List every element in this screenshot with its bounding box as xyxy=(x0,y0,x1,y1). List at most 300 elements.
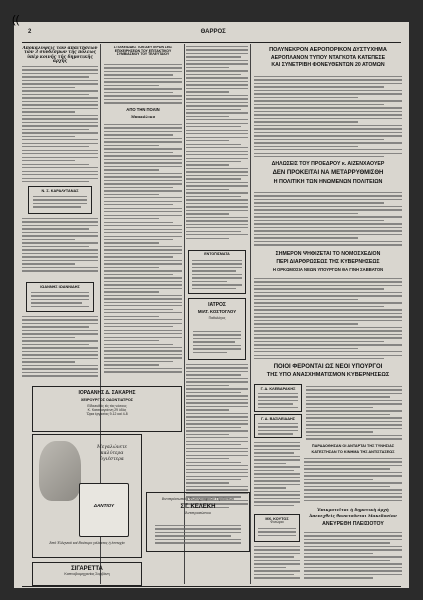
text-line xyxy=(186,486,248,487)
text-line xyxy=(104,340,159,341)
headline16: ΑΝΕΥΡΕΘΗ ΠΛΕΙΣΙΟΤΟΥ xyxy=(322,521,384,527)
text-line xyxy=(254,121,358,122)
text-line xyxy=(186,147,248,148)
text-line xyxy=(104,141,182,142)
text-line xyxy=(186,213,229,214)
text-line xyxy=(193,341,235,342)
text-line xyxy=(104,138,182,139)
text-line xyxy=(22,146,89,147)
text-line xyxy=(254,452,294,453)
headline1: ΠΟΛΥΝΕΚΡΟΝ ΑΕΡΟΠΟΡΙΚΟΝ ΔΥΣΤΥΧΗΜΑ xyxy=(269,47,387,53)
text-line xyxy=(306,417,402,418)
headline10: ΠΟΙΟΙ ΦΕΡΟΝΤΑΙ ΩΣ ΝΕΟΙ ΥΠΟΥΡΓΟΙ xyxy=(273,364,383,370)
text-line xyxy=(22,228,89,229)
text-line xyxy=(186,406,248,407)
text-line xyxy=(254,498,300,499)
text-line xyxy=(304,475,402,476)
text-line xyxy=(186,402,248,403)
text-line xyxy=(254,330,402,331)
text-line xyxy=(306,431,373,432)
text-line xyxy=(254,344,402,345)
text-line xyxy=(104,211,182,212)
text-line xyxy=(186,109,241,110)
text-line xyxy=(254,442,300,443)
text-line xyxy=(186,378,248,379)
text-line xyxy=(186,74,241,75)
text-line xyxy=(254,341,384,342)
text-line xyxy=(254,316,402,317)
text-line xyxy=(186,91,229,92)
text-line xyxy=(186,84,248,85)
article-text xyxy=(104,64,182,106)
text-line xyxy=(186,67,229,68)
text-line xyxy=(192,284,242,285)
text-line xyxy=(104,232,182,233)
page-header xyxy=(14,22,409,42)
text-line xyxy=(186,175,248,176)
text-line xyxy=(304,546,402,547)
text-line xyxy=(254,456,300,457)
text-line xyxy=(304,482,402,483)
text-line xyxy=(193,338,241,339)
text-line xyxy=(22,122,98,123)
text-line xyxy=(104,169,159,170)
text-line xyxy=(306,421,402,422)
text-line xyxy=(31,299,89,300)
text-line xyxy=(254,299,358,300)
text-line xyxy=(104,298,182,299)
col2-subhead2: Μπακάλικο xyxy=(130,115,156,119)
text-line xyxy=(304,479,373,480)
text-line xyxy=(254,459,300,460)
text-line xyxy=(254,570,300,571)
text-line xyxy=(104,99,182,100)
text-line xyxy=(104,215,182,216)
text-line xyxy=(254,449,300,450)
text-line xyxy=(186,158,248,159)
text-line xyxy=(22,358,98,359)
kelekis-name: ΣΤ. ΚΕΛΕΚΗ xyxy=(180,504,216,511)
slogan-line: ὑγιέστερα xyxy=(100,457,124,463)
text-line xyxy=(22,160,75,161)
text-line xyxy=(254,563,300,564)
text-line xyxy=(104,127,182,128)
article-text xyxy=(254,192,402,248)
text-line xyxy=(304,574,402,575)
text-line xyxy=(254,355,402,356)
text-line xyxy=(254,83,402,84)
text-line xyxy=(22,97,98,98)
text-line xyxy=(104,88,182,89)
text-line xyxy=(254,337,402,338)
text-line xyxy=(186,199,248,200)
text-line xyxy=(104,364,159,365)
text-line xyxy=(186,203,248,204)
text-line xyxy=(186,189,229,190)
text-line xyxy=(104,277,182,278)
text-line xyxy=(186,210,248,211)
text-line xyxy=(306,396,390,397)
text-line xyxy=(104,229,182,230)
text-line xyxy=(186,371,248,372)
text-line xyxy=(104,319,182,320)
dentist-line3: Ὥραι ἐργασίας 9-12 καὶ 4-8 xyxy=(86,412,128,417)
text-line xyxy=(186,130,248,131)
text-line xyxy=(254,128,402,129)
text-line xyxy=(155,542,241,543)
text-line xyxy=(254,327,402,328)
text-line xyxy=(186,182,248,183)
text-line xyxy=(104,166,182,167)
text-line xyxy=(22,235,98,236)
text-line xyxy=(254,470,294,471)
text-line xyxy=(193,352,227,353)
text-line xyxy=(304,461,402,462)
text-line xyxy=(22,260,98,261)
text-line xyxy=(186,151,248,152)
text-line xyxy=(186,479,241,480)
text-line xyxy=(104,284,182,285)
text-line xyxy=(186,413,248,414)
headline8: ΠΕΡΙ ΔΙΑΡΘΡΩΣΕΩΣ ΤΗΣ ΚΥΒΕΡΝΗΣΕΩΣ xyxy=(276,259,380,265)
text-line xyxy=(104,256,173,257)
text-line xyxy=(254,195,402,196)
text-line xyxy=(186,234,248,235)
text-line xyxy=(186,154,248,155)
text-line xyxy=(104,260,182,261)
text-line xyxy=(254,313,402,314)
text-line xyxy=(22,115,98,116)
text-line xyxy=(186,465,248,466)
main-area xyxy=(254,46,402,586)
text-line xyxy=(192,267,242,268)
text-line xyxy=(306,438,402,439)
slogan-line: Μεγαλώνετε xyxy=(97,445,127,450)
text-line xyxy=(254,156,384,157)
article-text xyxy=(304,532,402,582)
text-line xyxy=(104,350,182,351)
text-line xyxy=(104,312,182,313)
footer-rule xyxy=(22,586,401,587)
text-line xyxy=(304,458,402,459)
text-line xyxy=(258,535,296,536)
text-line xyxy=(104,267,159,268)
text-line xyxy=(22,178,98,179)
text-line xyxy=(33,203,87,204)
text-line xyxy=(254,107,402,108)
text-line xyxy=(22,221,98,222)
text-line xyxy=(254,560,300,561)
text-line xyxy=(104,78,182,79)
nursery-box xyxy=(254,514,300,542)
text-line xyxy=(104,295,182,296)
text-line xyxy=(104,173,182,174)
klevarakis-box xyxy=(254,384,302,412)
text-line xyxy=(104,253,182,254)
text-line xyxy=(22,94,89,95)
text-line xyxy=(304,567,402,568)
headline9: Η ΟΡΚΩΜΟΣΙΑ ΝΕΩΝ ΥΠΟΥΡΓΩΝ ΘΑ ΓΙΝΗ ΣΑΒΒΑΤΟΝ xyxy=(272,267,384,272)
text-line xyxy=(254,206,402,207)
text-line xyxy=(104,263,182,264)
text-line xyxy=(104,242,159,243)
text-line xyxy=(258,403,293,404)
text-line xyxy=(304,549,402,550)
text-line xyxy=(186,420,248,421)
text-line xyxy=(104,330,182,331)
text-line xyxy=(22,368,98,369)
nursery-title: ΜΧ. ΚΟΥΤΟΣ xyxy=(265,517,289,521)
text-line xyxy=(104,291,159,292)
text-line xyxy=(186,164,229,165)
text-line xyxy=(254,546,300,547)
text-line xyxy=(306,386,402,387)
text-line xyxy=(104,326,173,327)
can-label: ΔΑΝΤΙΟΥ xyxy=(93,503,115,508)
text-line xyxy=(22,249,98,250)
text-line xyxy=(254,505,294,506)
text-line xyxy=(186,206,248,207)
text-line xyxy=(254,295,402,296)
col1-headline: Ἀποκαλύψεις τῶν ἀπαιτήσεων τῶν 3 συνδέσμων τῆς πόλεως ὑπὲρ κοινῆς τῆς δημοτικῆς ἀρχῆς xyxy=(22,46,98,64)
cocoa-footer: Ἀπὸ Ἑλληνικὸ καὶ Βούτυρο γάλακτος ἡ ἐπιτυχία xyxy=(49,541,125,545)
text-line xyxy=(22,150,98,151)
text-line xyxy=(186,102,248,103)
headline4: ΔΗΛΩΣΕΙΣ ΤΟΥ ΠΡΟΕΔΡΟΥ κ. ΑΙΖΕΝΧΑΟΥΕΡ xyxy=(271,161,385,167)
text-line xyxy=(22,242,98,243)
text-line xyxy=(186,196,241,197)
text-line xyxy=(22,136,75,137)
text-line xyxy=(155,539,241,540)
text-line xyxy=(304,500,402,501)
text-line xyxy=(22,181,89,182)
text-line xyxy=(186,472,248,473)
slogan-line: καλύτερα xyxy=(100,451,124,457)
text-line xyxy=(254,292,402,293)
text-line xyxy=(254,199,402,200)
text-line xyxy=(104,145,159,146)
text-line xyxy=(306,414,390,415)
text-line xyxy=(304,563,402,564)
vasileiadis-box xyxy=(254,414,302,438)
text-line xyxy=(186,364,248,365)
text-line xyxy=(104,218,159,219)
doctor-title: ΙΑΤΡΟΣ xyxy=(208,302,226,308)
headline13: ΚΑΤΕΣΤΗΣΑΝ ΤΟ ΚΙΝΗΜΑ ΤΗΣ ΑΝΤΙΣΤΑΣΕΩΣ xyxy=(311,450,395,454)
nursery-line: Φυτώρια xyxy=(270,519,284,524)
text-line xyxy=(254,244,402,245)
text-line xyxy=(186,427,241,428)
text-line xyxy=(254,285,402,286)
text-line xyxy=(186,220,248,221)
text-line xyxy=(304,577,373,578)
text-line xyxy=(104,371,182,372)
cigarette-ad xyxy=(32,562,142,586)
text-line xyxy=(254,227,402,228)
text-line xyxy=(104,323,182,324)
text-line xyxy=(22,129,89,130)
text-line xyxy=(22,340,98,341)
text-line xyxy=(254,139,384,140)
cocoa-ad xyxy=(32,434,142,558)
text-line xyxy=(304,493,402,494)
article-text xyxy=(22,316,98,382)
text-line xyxy=(304,542,390,543)
text-line xyxy=(104,190,182,191)
text-line xyxy=(186,374,241,375)
text-line xyxy=(22,143,98,144)
text-line xyxy=(186,63,248,64)
text-line xyxy=(104,201,182,202)
text-line xyxy=(186,144,241,145)
text-line xyxy=(192,263,242,264)
text-line xyxy=(254,351,402,352)
text-line xyxy=(104,288,182,289)
text-line xyxy=(258,433,293,434)
text-line xyxy=(104,131,182,132)
text-line xyxy=(22,125,98,126)
text-line xyxy=(258,528,296,529)
headline2: ΑΕΡΟΠΛΑΝΟΝ ΤΥΠΟΥ ΝΤΑΓΚΟΤΑ ΚΑΤΕΠΕΣΕ xyxy=(270,54,386,61)
ad-box-2 xyxy=(26,282,94,312)
text-line xyxy=(254,473,300,474)
text-line xyxy=(254,556,294,557)
text-line xyxy=(104,316,159,317)
klevarakis-text xyxy=(258,393,298,411)
doctor-text xyxy=(193,331,241,357)
text-line xyxy=(186,385,229,386)
news-box-title: ΕΝΤΟΠΙΣΜΑΤΑ xyxy=(204,252,230,256)
doctor-name: ΜΙΛΤ. ΚΟΣΤΟΓΛΟΥ xyxy=(197,309,237,315)
text-line xyxy=(186,392,241,393)
text-line xyxy=(254,577,300,578)
text-line xyxy=(254,90,402,91)
text-line xyxy=(104,357,182,358)
text-line xyxy=(155,535,231,536)
text-line xyxy=(186,399,248,400)
text-line xyxy=(306,410,402,411)
text-line xyxy=(258,531,296,532)
headline14: Ἐπικροτεῖται ἡ δημοτικὴ ἀρχὴ xyxy=(317,507,389,512)
dentist-ad xyxy=(32,386,182,432)
col2 xyxy=(104,46,182,382)
text-line xyxy=(186,56,241,57)
text-line xyxy=(22,256,98,257)
text-line xyxy=(104,64,182,65)
text-line xyxy=(258,393,298,394)
text-line xyxy=(186,123,248,124)
headline15: Ἀπενεχθεὶς θανατοῦνται Μακεδονίαν xyxy=(309,513,397,518)
text-line xyxy=(186,388,248,389)
vasileiadis-name: Γ. Δ. ΒΑΣΙΛΕΙΑΔΗΣ xyxy=(260,417,296,421)
text-line xyxy=(22,76,89,77)
text-line xyxy=(186,137,248,138)
text-line xyxy=(104,71,182,72)
text-line xyxy=(22,132,98,133)
text-line xyxy=(104,162,182,163)
text-line xyxy=(155,532,241,533)
text-line xyxy=(22,263,75,264)
text-line xyxy=(254,549,300,550)
text-line xyxy=(104,134,173,135)
headline5: ΔΕΝ ΠΡΟΚΕΙΤΑΙ ΝΑ ΜΕΤΑΡΡΥΘΜΙΣΘΗ xyxy=(272,170,384,176)
text-line xyxy=(104,81,182,82)
text-line xyxy=(192,277,242,278)
text-line xyxy=(254,230,402,231)
text-line xyxy=(104,95,182,96)
text-line xyxy=(254,487,286,488)
text-line xyxy=(254,114,402,115)
text-line xyxy=(31,306,89,307)
article-text xyxy=(186,46,248,246)
nursery-text xyxy=(258,528,296,540)
text-line xyxy=(22,218,98,219)
text-line xyxy=(22,118,98,119)
text-line xyxy=(22,108,98,109)
text-line xyxy=(104,85,159,86)
text-line xyxy=(186,469,248,470)
text-line xyxy=(306,424,402,425)
text-line xyxy=(104,270,182,271)
text-line xyxy=(254,142,402,143)
text-line xyxy=(186,227,248,228)
text-line xyxy=(258,423,298,424)
article-text xyxy=(254,442,300,510)
text-line xyxy=(304,465,402,466)
text-line xyxy=(186,217,248,218)
text-line xyxy=(306,428,402,429)
text-line xyxy=(104,92,173,93)
text-line xyxy=(254,501,300,502)
ad2-text xyxy=(31,292,89,310)
headline3: ΚΑΙ ΣΥΝΕΤΡΙΒΗ ΦΟΝΕΥΘΕΝΤΩΝ 20 ΑΤΟΜΩΝ xyxy=(271,62,385,69)
text-line xyxy=(22,351,98,352)
text-line xyxy=(254,288,384,289)
text-line xyxy=(186,112,248,113)
text-line xyxy=(254,491,300,492)
text-line xyxy=(254,278,402,279)
text-line xyxy=(254,220,384,221)
text-line xyxy=(22,174,98,175)
text-line xyxy=(104,281,182,282)
article-text xyxy=(22,66,98,184)
text-line xyxy=(306,389,402,390)
text-line xyxy=(186,367,248,368)
text-line xyxy=(31,295,89,296)
text-line xyxy=(104,368,182,369)
text-line xyxy=(186,46,248,47)
text-line xyxy=(254,153,402,154)
article-text xyxy=(306,386,402,442)
text-line xyxy=(22,316,98,317)
text-line xyxy=(104,67,182,68)
text-line xyxy=(104,187,173,188)
news-box xyxy=(188,250,246,294)
text-line xyxy=(186,49,248,50)
text-line xyxy=(192,288,236,289)
text-line xyxy=(22,101,98,102)
text-line xyxy=(186,238,229,239)
text-line xyxy=(186,395,248,396)
text-line xyxy=(186,171,248,172)
text-line xyxy=(104,302,182,303)
text-line xyxy=(104,236,182,237)
text-line xyxy=(304,496,402,497)
text-line xyxy=(186,224,248,225)
text-line xyxy=(304,532,402,533)
text-line xyxy=(22,80,98,81)
ad-box-1 xyxy=(28,186,92,214)
